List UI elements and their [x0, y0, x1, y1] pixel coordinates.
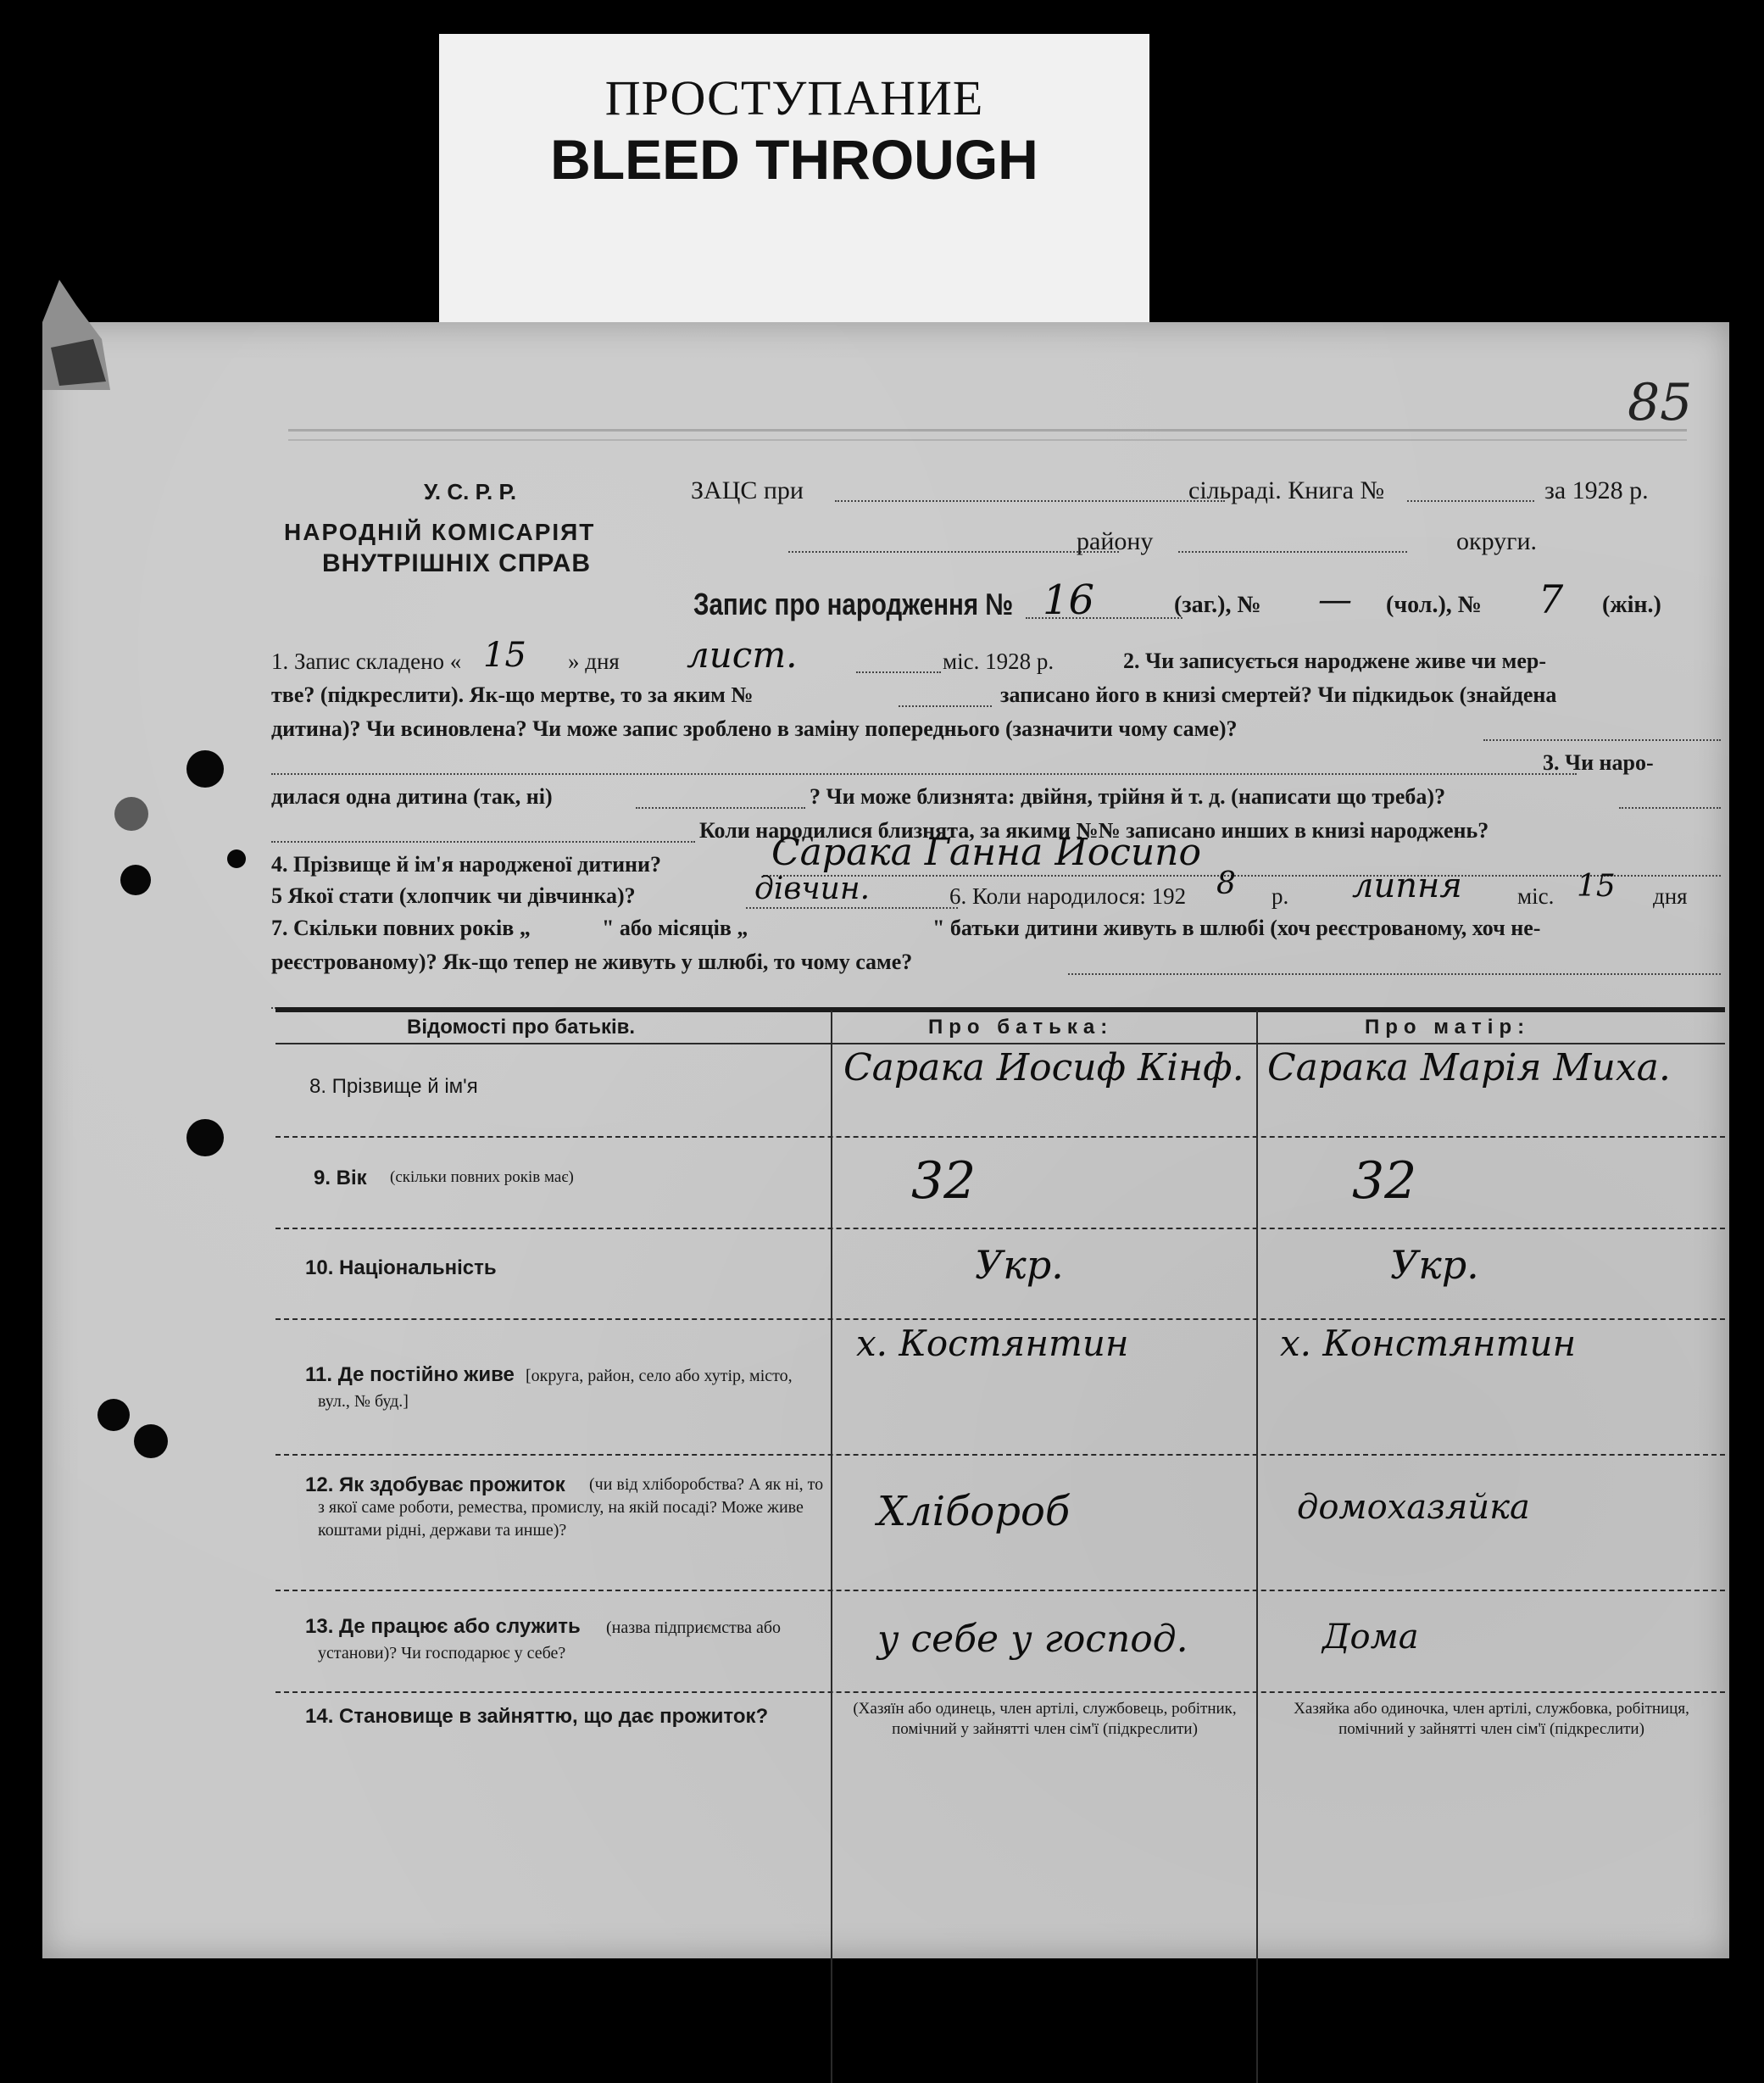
- dotted-line: [899, 705, 992, 707]
- col-header-mother: Про матір:: [1365, 1016, 1531, 1039]
- row-divider: [275, 1590, 1725, 1591]
- q2-text-3: записано його в книзі смертей? Чи підкидьок (знайдена: [1000, 682, 1557, 707]
- row-11-label: 11. Де постійно живе: [305, 1363, 515, 1386]
- row-9-father: 32: [911, 1151, 977, 1211]
- q6-text-3: міс.: [1517, 883, 1555, 909]
- dotted-line: [636, 807, 805, 809]
- q4-text: 4. Прізвище й ім'я народженої дитини?: [271, 852, 662, 877]
- q7-text: 7. Скільки повних років „: [271, 916, 531, 940]
- row-divider: [275, 1691, 1725, 1693]
- row-10-father: Укр.: [975, 1242, 1064, 1288]
- row-12-sub: (чи від хліборобства? А як ні, то з якої саме роботи, ремества, промислу, на якій посаді? Може живе коштами рідні, держави та инше)?: [318, 1475, 824, 1540]
- page-number: 85: [1628, 373, 1693, 432]
- torn-corner-icon: [25, 254, 127, 390]
- q4-value: Сарака Ганна Иосипо: [771, 831, 1202, 874]
- q1-text: 1. Запис складено «: [271, 649, 462, 674]
- q1-month: лист.: [687, 634, 798, 676]
- row-divider: [275, 1454, 1725, 1456]
- zag-label: (заг.), №: [1174, 592, 1261, 618]
- q6-text-2: р.: [1272, 883, 1289, 909]
- dotted-line: [271, 773, 1577, 775]
- dotted-line: [1483, 739, 1721, 741]
- q1-text-2: » дня: [568, 649, 620, 674]
- row-9-mother: 32: [1352, 1151, 1417, 1211]
- dotted-line: [1178, 551, 1407, 553]
- q2-text-4: дитина)? Чи всиновлена? Чи може запис зроблено в заміну попереднього (зазначити чому саме)?: [271, 716, 1238, 741]
- col-header-father: Про батька:: [928, 1016, 1114, 1039]
- row-divider: [275, 1136, 1725, 1138]
- q2-text: 2. Чи записується народжене живе чи мер-: [1123, 649, 1547, 673]
- row-12-label: 12. Як здобуває прожиток: [305, 1473, 565, 1496]
- q1-year: міс. 1928 р.: [943, 649, 1055, 674]
- ussr-label: У. С. Р. Р.: [424, 479, 517, 504]
- punch-hole: [114, 797, 148, 831]
- record-number: 16: [1043, 576, 1095, 624]
- row-9-label: 9. Вік: [314, 1167, 367, 1189]
- silrada-label: сільраді. Книга №: [1188, 476, 1385, 504]
- q6-month: липня: [1352, 866, 1462, 905]
- q7-text-4: реєстрованому)? Як-що тепер не живуть у шлюбі, то чому саме?: [271, 950, 913, 974]
- bleed-through-label-card: [439, 34, 1149, 331]
- q3-text: 3. Чи наро-: [1543, 750, 1654, 775]
- row-13-sub: (назва підприємства або установи)? Чи господарює у себе?: [318, 1618, 782, 1663]
- birth-record-form: [42, 322, 1729, 1958]
- chol-label: (чол.), №: [1386, 592, 1482, 618]
- table-column-divider: [1256, 1011, 1258, 2083]
- year-label: за 1928 р.: [1544, 476, 1649, 504]
- table-column-divider: [831, 1011, 832, 2083]
- bleed-line: [288, 429, 1687, 432]
- q6-text: 6. Коли народилося: 192: [949, 883, 1187, 909]
- punch-hole: [186, 1119, 224, 1156]
- table-top-rule: [275, 1007, 1725, 1012]
- q3-text-3: ? Чи може близнята: двійня, трійня й т. д. (написати що треба)?: [810, 784, 1446, 809]
- dotted-line: [746, 907, 958, 909]
- zhin-value: 7: [1539, 576, 1564, 622]
- punch-hole: [120, 865, 151, 895]
- dotted-line: [271, 841, 695, 843]
- dotted-line: [1619, 807, 1721, 809]
- zag-value: —: [1318, 581, 1352, 620]
- row-14-father: (Хазяїн або одинець, член артілі, службовець, робітник, помічний у зайнятті член сім'ї (підкреслити): [853, 1700, 1237, 1738]
- punch-hole: [186, 750, 224, 788]
- q7-text-2: " або місяців „: [602, 916, 748, 940]
- dotted-line: [1068, 973, 1721, 975]
- q5-value: дівчин.: [754, 872, 871, 906]
- row-12-mother: домохазяйка: [1297, 1488, 1530, 1527]
- label-line-1: ПРОСТУПАНИЕ: [604, 70, 984, 125]
- col-header-parents: Відомості про батьків.: [407, 1016, 636, 1039]
- zags-label: ЗАЦС при: [691, 476, 804, 504]
- row-11-sub: [округа, район, село або хутір, місто, вул., № буд.]: [318, 1367, 793, 1411]
- row-10-label: 10. Національність: [305, 1256, 497, 1279]
- raion-label: району: [1077, 527, 1154, 555]
- row-13-label: 13. Де працює або служить: [305, 1615, 581, 1638]
- dotted-line: [1407, 500, 1534, 502]
- row-14-mother: Хазяйка або одиночка, член артілі, службовка, робітниця, помічний у зайнятті член сім'ї (підкреслити): [1294, 1700, 1689, 1738]
- q6-text-4: дня: [1653, 883, 1688, 909]
- row-13-father: у себе у господ.: [877, 1618, 1188, 1661]
- label-line-2: BLEED THROUGH: [550, 128, 1038, 191]
- row-10-mother: Укр.: [1390, 1242, 1479, 1288]
- row-9-sub: (скільки повних років має): [390, 1168, 574, 1186]
- bleed-line: [288, 439, 1687, 441]
- q6-year: 8: [1216, 866, 1236, 901]
- q5-text: 5 Якої стати (хлопчик чи дівчинка)?: [271, 883, 636, 908]
- q6-day: 15: [1577, 869, 1616, 904]
- row-divider: [275, 1318, 1725, 1320]
- dotted-line: [788, 551, 1119, 553]
- dotted-line: [1026, 617, 1182, 619]
- dotted-line: [835, 500, 1225, 502]
- q1-day: 15: [483, 636, 526, 675]
- q3-text-4: Коли народилися близнята, за якими №№ записано инших в книзі народжень?: [699, 818, 1489, 843]
- q2-text-2: тве? (підкреслити). Як-що мертве, то за яким №: [271, 682, 754, 707]
- record-title: Запис про народження №: [693, 587, 1014, 621]
- q7-text-3: " батьки дитини живуть в шлюбі (хоч реєстрованому, хоч не-: [932, 916, 1541, 940]
- okrug-label: округи.: [1456, 527, 1538, 555]
- q3-text-2: дилася одна дитина (так, ні): [271, 784, 553, 809]
- row-8-label: 8. Прізвище й ім'я: [309, 1075, 478, 1098]
- punch-hole: [97, 1399, 130, 1431]
- dotted-line: [856, 671, 941, 673]
- row-13-mother: Дома: [1322, 1618, 1419, 1657]
- punch-hole: [134, 1424, 168, 1458]
- row-14-label: 14. Становище в зайняттю, що дає прожиток?: [305, 1705, 769, 1728]
- row-8-father: Сарака Иосиф Кінф.: [843, 1046, 1244, 1089]
- commissariat-line-1: НАРОДНІЙ КОМІСАРІЯТ: [284, 519, 596, 545]
- row-divider: [275, 1228, 1725, 1229]
- row-11-mother: х. Констянтин: [1280, 1323, 1577, 1364]
- commissariat-line-2: ВНУТРІШНІХ СПРАВ: [322, 549, 592, 577]
- row-8-mother: Сарака Марія Миха.: [1267, 1046, 1671, 1089]
- punch-hole: [227, 849, 246, 868]
- zhin-label: (жін.): [1602, 592, 1661, 618]
- row-12-father: Хлібороб: [877, 1488, 1071, 1535]
- row-11-father: х. Костянтин: [856, 1323, 1129, 1364]
